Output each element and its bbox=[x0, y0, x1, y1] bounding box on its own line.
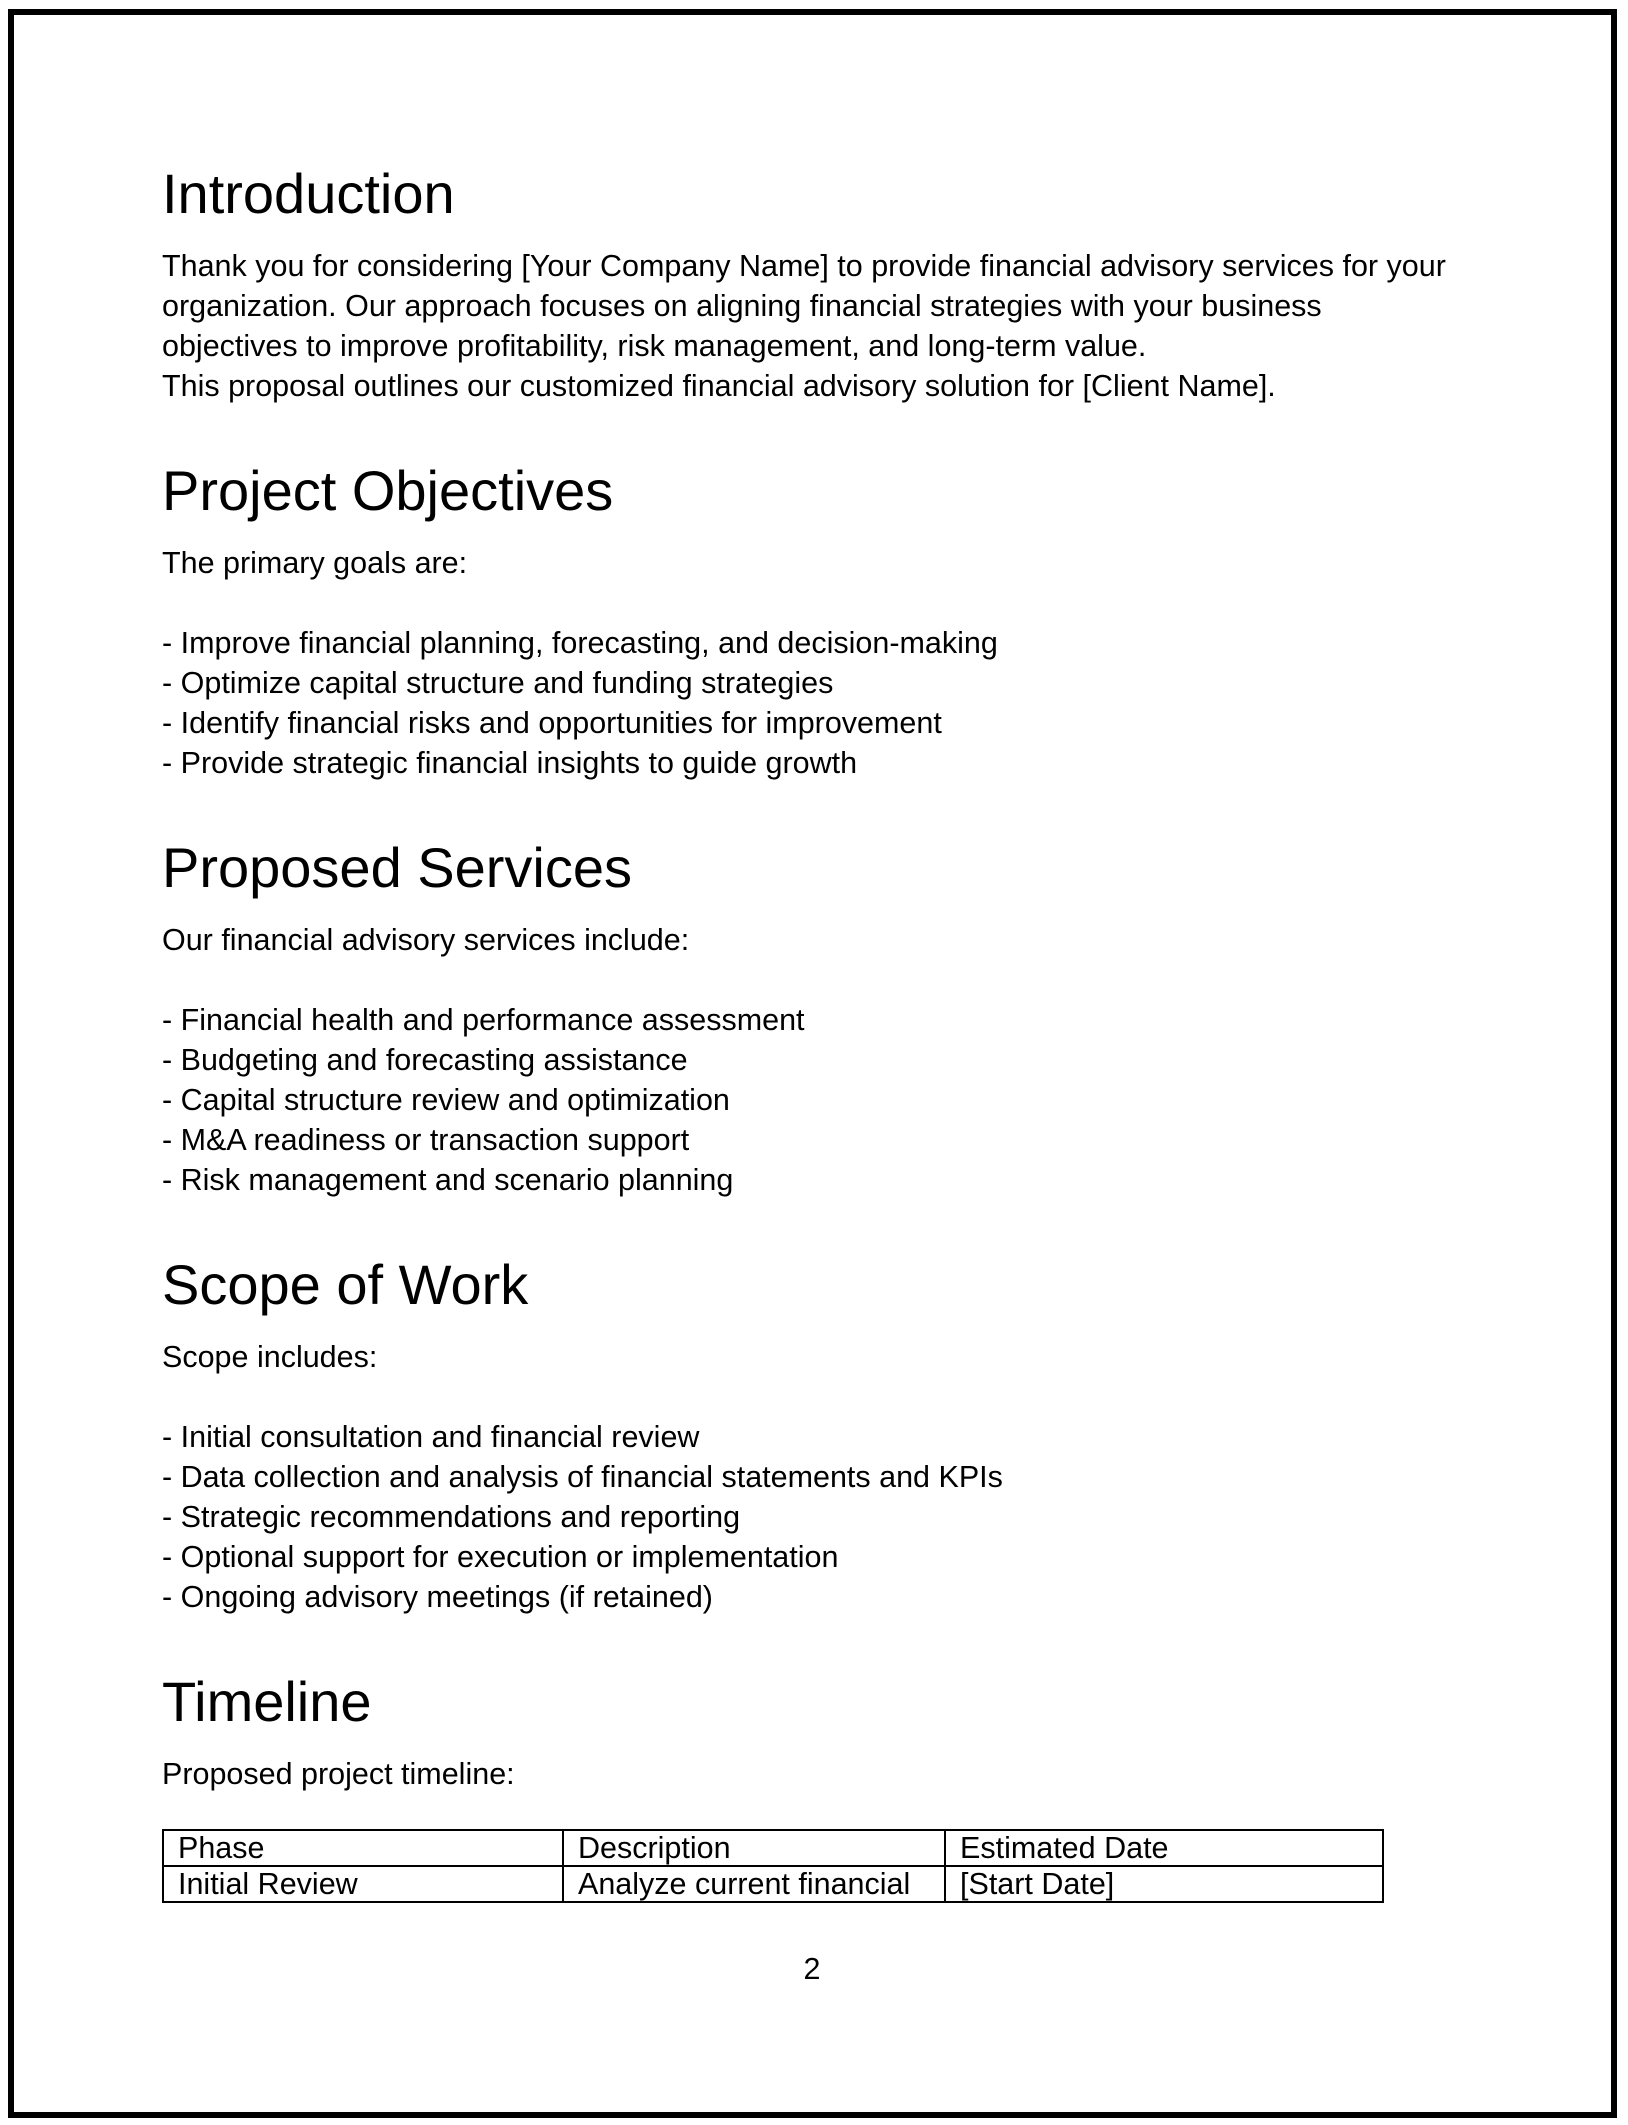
timeline-header-phase: Phase bbox=[163, 1830, 563, 1866]
project-objectives-lead: The primary goals are: bbox=[162, 546, 468, 580]
section-heading-project-objectives: Project Objectives bbox=[162, 459, 614, 522]
timeline-table bbox=[162, 1829, 1384, 1903]
list-item: - M&A readiness or transaction support bbox=[162, 1123, 690, 1157]
section-heading-introduction: Introduction bbox=[162, 162, 455, 225]
timeline-lead: Proposed project timeline: bbox=[162, 1757, 515, 1791]
project-objectives-list bbox=[162, 623, 1462, 783]
proposed-services-list bbox=[162, 1000, 1462, 1200]
list-item: - Improve financial planning, forecasting, and decision-making bbox=[162, 626, 998, 660]
section-heading-scope-of-work: Scope of Work bbox=[162, 1253, 529, 1316]
introduction-paragraph-2: This proposal outlines our customized financial advisory solution for [Client Name]. bbox=[162, 369, 1276, 403]
list-item: - Risk management and scenario planning bbox=[162, 1163, 734, 1197]
proposed-services-lead: Our financial advisory services include: bbox=[162, 923, 690, 957]
section-heading-proposed-services: Proposed Services bbox=[162, 836, 633, 899]
section-heading-timeline: Timeline bbox=[162, 1670, 372, 1733]
list-item: - Capital structure review and optimization bbox=[162, 1083, 730, 1117]
list-item: - Budgeting and forecasting assistance bbox=[162, 1043, 688, 1077]
timeline-table-header-row bbox=[163, 1830, 1383, 1866]
list-item: - Optimize capital structure and funding strategies bbox=[162, 666, 834, 700]
list-item: - Ongoing advisory meetings (if retained) bbox=[162, 1580, 713, 1614]
list-item: - Identify financial risks and opportunities for improvement bbox=[162, 706, 942, 740]
list-item: - Strategic recommendations and reporting bbox=[162, 1500, 741, 1534]
list-item: - Optional support for execution or implementation bbox=[162, 1540, 839, 1574]
timeline-cell-estimated-date: [Start Date] bbox=[945, 1866, 1383, 1902]
page-number: 2 bbox=[803, 1952, 821, 1986]
introduction-paragraph-1: Thank you for considering [Your Company Name] to provide financial advisory services for your organization. Our approach focuses on aligning financial strategies with your business objectives to improve profitability, risk management, and long-term value. bbox=[162, 249, 1446, 363]
list-item: - Data collection and analysis of financial statements and KPIs bbox=[162, 1460, 1003, 1494]
timeline-header-description: Description bbox=[563, 1830, 945, 1866]
timeline-cell-phase: Initial Review bbox=[163, 1866, 563, 1902]
list-item: - Provide strategic financial insights to guide growth bbox=[162, 746, 858, 780]
scope-of-work-lead: Scope includes: bbox=[162, 1340, 378, 1374]
list-item: - Financial health and performance assessment bbox=[162, 1003, 805, 1037]
timeline-table-row bbox=[163, 1866, 1383, 1902]
timeline-cell-description: Analyze current financial bbox=[563, 1866, 945, 1902]
page-content bbox=[162, 160, 1462, 1989]
list-item: - Initial consultation and financial review bbox=[162, 1420, 700, 1454]
timeline-header-estimated-date: Estimated Date bbox=[945, 1830, 1383, 1866]
scope-of-work-list bbox=[162, 1417, 1462, 1617]
